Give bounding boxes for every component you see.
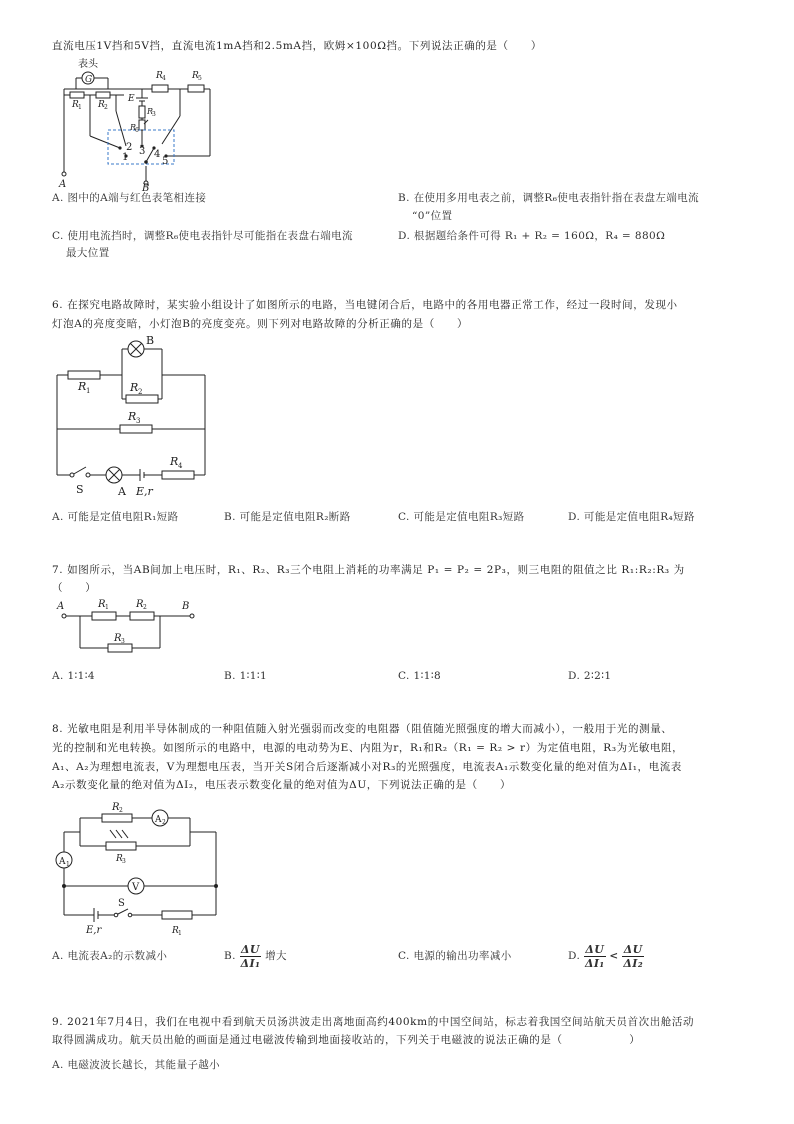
q8-option-b-tail: 增大 — [265, 950, 287, 962]
q6-r2-label: R — [130, 381, 139, 394]
q9-stem-line2: 取得圆满成功。航天员出舱的画面是通过电磁波传输到地面接收站的，下列关于电磁波的说法正确的是（ ） — [52, 1034, 641, 1046]
q5-option-c[interactable]: C. 使用电流挡时，调整R₆使电表指针尽可能指在表盘右端电流 — [52, 230, 353, 242]
q8-a2-sub: 2 — [162, 819, 166, 826]
q8-stem-line4: A₂示数变化量的绝对值为ΔI₂，电压表示数变化量的绝对值为ΔU，下列说法正确的是（ ） — [52, 779, 512, 791]
q8-stem-line3: A₁、A₂为理想电流表，V为理想电压表，当开关S闭合后逐渐减小对R₃的光照强度，电流表A₁示数变化量的绝对值为ΔI₁，电流表 — [52, 761, 682, 773]
q7-r3-sub: 3 — [121, 638, 125, 645]
q8-r2-label: R — [112, 802, 120, 813]
q6-circuit-figure — [50, 335, 215, 500]
q6-option-c[interactable]: C. 可能是定值电阻R₃短路 — [398, 511, 525, 523]
q6-r4-sub: 4 — [178, 462, 183, 470]
q5-b-label: B — [142, 183, 150, 191]
q8-a2-label: A — [155, 815, 162, 825]
q5-option-b[interactable]: B. 在使用多用电表之前，调整R₆使电表指针指在表盘左端电流 — [398, 192, 700, 204]
q6-stem-line2: 灯泡A的亮度变暗，小灯泡B的亮度变亮。则下列对电路故障的分析正确的是（ ） — [52, 318, 469, 330]
q8-option-b-numerator: ΔU — [240, 942, 260, 956]
q5-n4: 4 — [154, 149, 161, 160]
q5-r4-label: R — [156, 71, 163, 81]
q8-a1-sub: 1 — [66, 861, 70, 868]
q7-b-label: B — [182, 601, 190, 612]
q8-option-d-operator: < — [609, 950, 619, 962]
q5-r2-label: R — [98, 100, 105, 110]
q6-r3-label: R — [128, 410, 137, 423]
q6-lamp-a-label: A — [118, 485, 126, 498]
q5-n5: 5 — [162, 156, 169, 167]
q8-switch-label: S — [118, 898, 125, 909]
q5-r2-sub: 2 — [104, 104, 108, 111]
q8-r2-sub: 2 — [119, 807, 123, 814]
q6-r2-sub: 2 — [138, 388, 143, 396]
q5-r4-sub: 4 — [162, 75, 166, 82]
q8-r1-label: R — [172, 926, 179, 936]
q8-option-c[interactable]: C. 电源的输出功率减小 — [398, 950, 512, 962]
q8-option-b-label: B. — [224, 950, 236, 962]
q8-option-d[interactable] — [568, 942, 644, 970]
q9-option-a[interactable]: A. 电磁波波长越长，其能量子越小 — [52, 1059, 221, 1071]
q8-voltmeter-label: V — [132, 882, 140, 893]
q5-g-label: G — [85, 75, 93, 85]
q8-stem-line1: 8. 光敏电阻是利用半导体制成的一种阻值随入射光强弱而改变的电阻器（阻值随光照强度的增大而减小），一般用于光的测量、 — [52, 723, 673, 735]
q7-option-d[interactable]: D. 2∶2∶1 — [568, 670, 612, 682]
q7-circuit-figure — [52, 596, 202, 660]
q6-switch-label: S — [76, 483, 84, 496]
q5-r6-label: R — [130, 123, 137, 132]
q8-option-d-den2: ΔI₂ — [623, 956, 644, 970]
q7-r1-sub: 1 — [105, 604, 109, 611]
q8-option-b[interactable] — [224, 942, 287, 970]
q6-stem-line1: 6. 在探究电路故障时，某实验小组设计了如图所示的电路，当电键闭合后，电路中的各用电器正常工作，经过一段时间，发现小 — [52, 299, 678, 311]
q5-circuit-figure — [50, 56, 220, 191]
q5-n1: 1 — [122, 152, 129, 163]
q7-option-a[interactable]: A. 1∶1∶4 — [52, 670, 95, 682]
q5-option-c-cont: 最大位置 — [66, 247, 110, 259]
q9-stem-line1: 9. 2021年7月4日，我们在电视中看到航天员汤洪波走出离地面高约400km的中国空间站，标志着我国空间站航天员首次出舱活动 — [52, 1016, 695, 1028]
q8-option-d-fraction-1 — [584, 943, 606, 970]
q6-r3-sub: 3 — [136, 417, 141, 425]
q7-stem-line2: （ ） — [52, 582, 97, 594]
q5-r5-label: R — [192, 71, 199, 81]
q8-r3-sub: 3 — [122, 858, 126, 865]
q5-r3-sub: 3 — [152, 111, 156, 118]
q8-option-d-den1: ΔI₁ — [584, 956, 605, 970]
q8-option-d-label: D. — [568, 950, 581, 962]
q5-r1-label: R — [72, 100, 79, 110]
q6-battery-label: E,r — [136, 485, 153, 498]
q6-r4-label: R — [170, 455, 179, 468]
q5-a-label: A — [59, 179, 67, 190]
q8-a1-label: A — [59, 857, 66, 867]
q7-r2-label: R — [136, 599, 144, 610]
q5-n2: 2 — [126, 142, 133, 153]
q7-r1-label: R — [98, 599, 106, 610]
q8-option-d-num2: ΔU — [623, 942, 643, 956]
q7-r2-sub: 2 — [143, 604, 147, 611]
q5-r6-sub: 6 — [135, 127, 139, 134]
q8-stem-line2: 光的控制和光电转换。如图所示的电路中，电源的电动势为E、内阻为r，R₁和R₂（R₁ = R₂ > r）为定值电阻，R₃为光敏电阻， — [52, 742, 684, 754]
q6-option-d[interactable]: D. 可能是定值电阻R₄短路 — [568, 511, 695, 523]
q6-option-a[interactable]: A. 可能是定值电阻R₁短路 — [52, 511, 179, 523]
q8-r1-sub: 1 — [178, 930, 182, 937]
q5-r3-label: R — [147, 107, 154, 116]
q8-option-d-num1: ΔU — [585, 942, 605, 956]
q5-n3: 3 — [139, 146, 146, 157]
q8-circuit-figure — [50, 800, 225, 940]
q7-r3-label: R — [114, 633, 122, 644]
q7-stem-line1: 7. 如图所示，当AB间加上电压时，R₁、R₂、R₃三个电阻上消耗的功率满足 P₁ = P₂ = 2P₃，则三电阻的阻值之比 R₁:R₂:R₃ 为 — [52, 564, 685, 576]
q8-battery-label: E,r — [86, 925, 102, 936]
q7-a-label: A — [57, 601, 65, 612]
q6-r1-sub: 1 — [86, 387, 91, 395]
q8-option-b-fraction — [240, 943, 262, 970]
q7-option-b[interactable]: B. 1∶1∶1 — [224, 670, 268, 682]
q6-r1-label: R — [78, 380, 87, 393]
q5-stem: 直流电压1V挡和5V挡，直流电流1mA挡和2.5mA挡，欧姆×100Ω挡。下列说法正确的是（ ） — [52, 40, 542, 52]
q8-r3-label: R — [116, 854, 123, 864]
q5-option-a[interactable]: A. 图中的A端与红色表笔相连接 — [52, 192, 207, 204]
q5-r5-sub: 5 — [198, 75, 202, 82]
q8-option-a[interactable]: A. 电流表A₂的示数减小 — [52, 950, 168, 962]
q5-e-label: E — [128, 94, 135, 104]
q5-meter-label: 表头 — [78, 59, 98, 70]
q6-lamp-b-label: B — [146, 335, 155, 347]
q5-r1-sub: 1 — [78, 104, 82, 111]
q5-option-d[interactable]: D. 根据题给条件可得 R₁ + R₂ = 160Ω，R₄ = 880Ω — [398, 230, 666, 242]
q8-option-d-fraction-2 — [622, 943, 644, 970]
q6-option-b[interactable]: B. 可能是定值电阻R₂断路 — [224, 511, 351, 523]
q5-option-b-cont: “0”位置 — [412, 210, 453, 222]
q7-option-c[interactable]: C. 1∶1∶8 — [398, 670, 442, 682]
q8-option-b-denominator: ΔI₁ — [240, 956, 261, 970]
